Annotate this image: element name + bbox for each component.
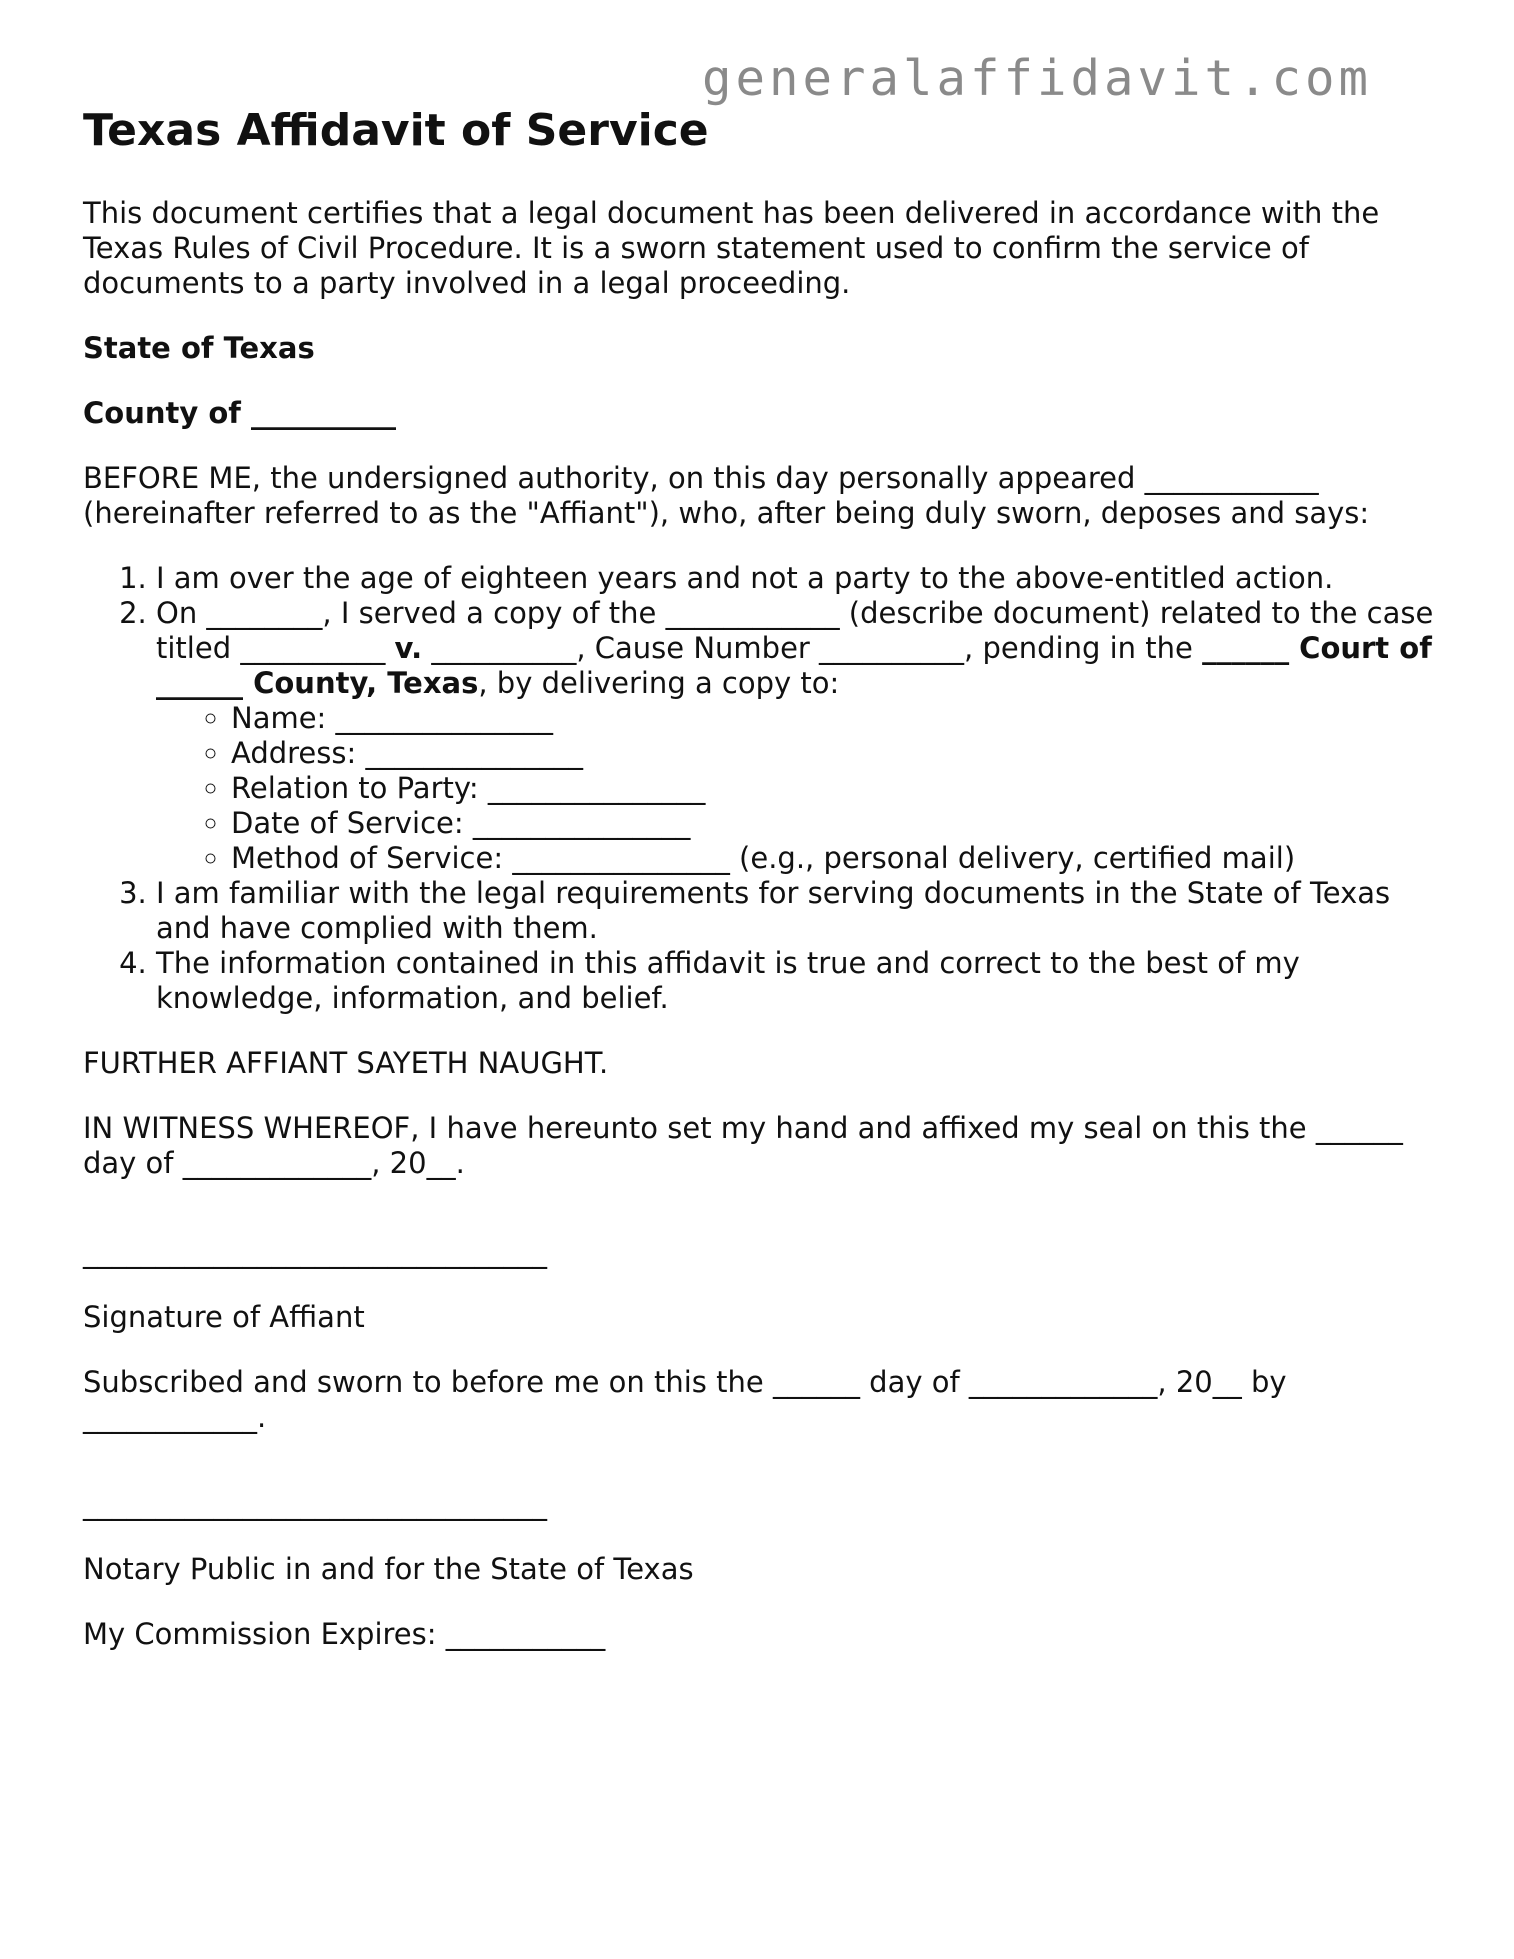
item2-versus: v. xyxy=(394,631,423,665)
statement-item-1: 1. I am over the age of eighteen years and not a party to the above-entitled action. xyxy=(156,561,1443,596)
detail-relation: ◦ Relation to Party: _______________ xyxy=(231,771,1443,806)
sworn-statements-list xyxy=(83,561,1443,1016)
commission-expires: My Commission Expires: ___________ xyxy=(83,1617,606,1651)
further-affiant: FURTHER AFFIANT SAYETH NAUGHT. xyxy=(83,1046,609,1080)
detail-name: ◦ Name: _______________ xyxy=(231,701,1443,736)
service-details-list xyxy=(156,701,1443,876)
detail-address: ◦ Address: _______________ xyxy=(231,736,1443,771)
statement-item-3: 3. I am familiar with the legal requirements for serving documents in the State of Texas and have complied with them. xyxy=(156,876,1443,946)
subscribed-paragraph: Subscribed and sworn to before me on this the ______ day of _____________, 20__ by ____________. xyxy=(83,1365,1287,1434)
watermark: generalaffidavit.com xyxy=(702,50,1373,107)
item2-text-part3: , by delivering a copy to: xyxy=(478,666,840,700)
item2-court: ______ Court of ______ County, Texas xyxy=(156,631,1432,700)
statement-item-4: 4. The information contained in this affidavit is true and correct to the best of my knowledge, information, and belief. xyxy=(156,946,1443,1016)
notary-label: Notary Public in and for the State of Texas xyxy=(83,1552,694,1586)
witness-paragraph: IN WITNESS WHEREOF, I have hereunto set my hand and affixed my seal on this the ______ day of _____________, 20__. xyxy=(83,1111,1403,1180)
before-me-paragraph: BEFORE ME, the undersigned authority, on this day personally appeared ____________ (hereinafter referred to as the "Affiant"), who, after being duly sworn, deposes and says: xyxy=(83,461,1370,530)
intro-paragraph: This document certifies that a legal document has been delivered in accordance with the Texas Rules of Civil Procedure. It is a sworn statement used to confirm the service of documents to a party involved in a legal proceeding. xyxy=(83,196,1380,300)
signature-label: Signature of Affiant xyxy=(83,1300,365,1334)
document-title: Texas Affidavit of Service xyxy=(83,105,709,156)
notary-signature-line: ________________________________ xyxy=(83,1487,547,1521)
item2-text-part1: On ________, I served a copy of the ____________ (describe document) related to the case titled __________ xyxy=(156,596,1434,665)
affiant-signature-line: ________________________________ xyxy=(83,1235,547,1269)
statement-item-2 xyxy=(156,596,1443,876)
detail-date: ◦ Date of Service: _______________ xyxy=(231,806,1443,841)
affidavit-document xyxy=(83,104,1443,1682)
detail-method: ◦ Method of Service: _______________ (e.g., personal delivery, certified mail) xyxy=(231,841,1443,876)
state-heading: State of Texas xyxy=(83,331,315,365)
county-heading: County of __________ xyxy=(83,396,396,430)
item2-text-part2: __________, Cause Number __________, pending in the xyxy=(422,631,1203,665)
